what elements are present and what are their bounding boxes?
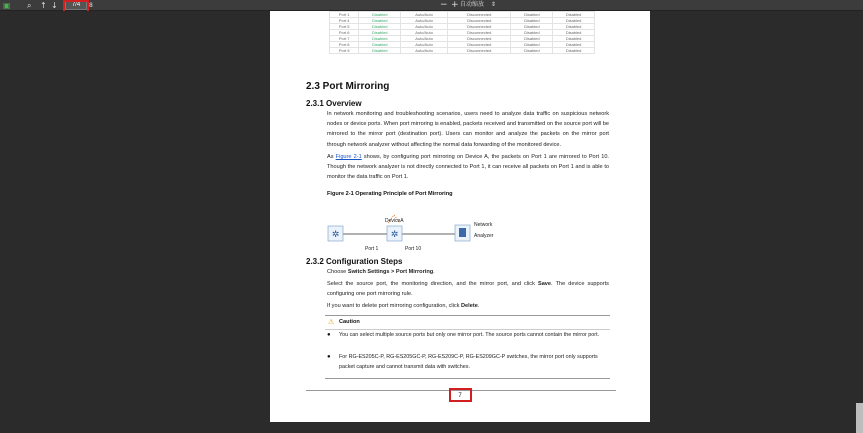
viewer-toolbar: [0, 0, 863, 11]
table-cell: Disabled: [511, 36, 553, 42]
pdf-page: [270, 11, 650, 422]
table-cell: Disconnected: [447, 24, 511, 30]
table-cell: Disconnected: [447, 36, 511, 42]
table-cell: Disabled: [359, 30, 401, 36]
previous-page-icon[interactable]: ↑: [40, 1, 47, 10]
delete-keyword: Delete: [461, 303, 478, 309]
config-p2-suffix: . The device supports configuring one port mirroring rule.: [327, 281, 609, 298]
page-number: 7: [458, 393, 462, 399]
table-cell: Disabled: [511, 42, 553, 48]
config-p2-prefix: Select the source port, the monitoring direction, and the mirror port, and click: [327, 281, 538, 287]
svg-text:✲: ✲: [390, 230, 399, 240]
caution-divider: [325, 329, 610, 330]
search-icon[interactable]: ⌕: [27, 1, 32, 10]
table-cell: Auto/Auto: [401, 48, 448, 54]
zoom-select[interactable]: 自动缩放: [460, 2, 485, 8]
config-paragraph-1: [327, 267, 609, 277]
config-p3-suffix: .: [477, 303, 480, 309]
bullet-icon: ●: [327, 332, 331, 338]
table-cell: Disabled: [553, 12, 595, 18]
table-cell: Disabled: [553, 42, 595, 48]
device-a-label: DeviceA: [385, 218, 404, 224]
figure-2-1-link[interactable]: Figure 2-1: [335, 154, 362, 160]
figure-caption: Figure 2-1 Operating Principle of Port Mirroring: [327, 191, 453, 197]
config-p3-prefix: If you want to delete port mirroring configuration, click: [327, 303, 462, 309]
table-cell: Disconnected: [447, 12, 511, 18]
table-cell: Disconnected: [447, 18, 511, 24]
table-cell: Port 4: [330, 18, 359, 24]
table-cell: Disabled: [553, 36, 595, 42]
overview-heading: 2.3.1 Overview: [306, 99, 362, 108]
zoom-in-button[interactable]: +: [451, 0, 459, 10]
port-mirroring-diagram: [325, 209, 505, 257]
caution-bullet-1: You can select multiple source ports but only one mirror port. The source ports cannot contain the mirror port.: [339, 332, 600, 338]
table-row: [330, 48, 595, 54]
overview-paragraph-1: In network monitoring and troubleshooting scenarios, users need to analyze data traffic on suspicious network nodes or device ports. When port mirroring is enabled, packets received and transmitted on the source port will be mirrored to the mirror port (destination port). Users can monitor and analyze the packets on the mirror port through network analyzer without affecting the normal data forwarding of the monitored device.: [327, 111, 610, 148]
zoom-select-caret-icon[interactable]: ⇕: [491, 2, 497, 8]
document-viewport[interactable]: [0, 11, 863, 422]
table-cell: Disabled: [359, 36, 401, 42]
table-cell: Disconnected: [447, 30, 511, 36]
zoom-out-button[interactable]: −: [440, 0, 448, 10]
table-cell: Disabled: [359, 48, 401, 54]
table-cell: Disabled: [553, 18, 595, 24]
config-paragraph-3: [327, 301, 609, 311]
port10-label: Port 10: [405, 246, 422, 252]
configuration-heading: 2.3.2 Configuration Steps: [306, 257, 403, 266]
table-cell: Auto/Auto: [401, 18, 448, 24]
table-cell: Auto/Auto: [401, 30, 448, 36]
table-cell: Disabled: [511, 24, 553, 30]
table-cell: Auto/Auto: [401, 36, 448, 42]
vertical-scrollbar[interactable]: [856, 403, 863, 433]
table-cell: Port 6: [330, 30, 359, 36]
table-cell: Disabled: [553, 30, 595, 36]
port1-label: Port 1: [365, 246, 379, 252]
table-cell: Port 1: [330, 12, 359, 18]
table-cell: Disabled: [511, 18, 553, 24]
port-status-table: [329, 11, 595, 54]
caution-bullet-2: For RG-ES205C-P, RG-ES205GC-P, RG-ES209C-P, RG-ES209GC-P switches, the mirror port only supports packet capture and cannot transmit data with switches.: [339, 354, 598, 370]
table-cell: Port 7: [330, 36, 359, 42]
table-cell: Auto/Auto: [401, 42, 448, 48]
table-cell: Disabled: [553, 24, 595, 30]
table-cell: Port 5: [330, 24, 359, 30]
analyzer-label-line2: Analyzer: [474, 233, 494, 239]
caution-box: [325, 315, 610, 379]
table-cell: Disabled: [359, 42, 401, 48]
table-cell: Port 8: [330, 42, 359, 48]
sidebar-toggle-icon[interactable]: ▣: [3, 1, 11, 10]
table-cell: Disabled: [359, 12, 401, 18]
page-number-input[interactable]: 7/4: [65, 1, 87, 10]
bullet-icon: ●: [327, 354, 331, 360]
overview-p2-suffix: shows, by configuring port mirroring on Device A, the packets on Port 1 are mirrored to Port 10. Though the network analyzer is not directly connected to Port 1, it can receive all packets on Port 1 and is able to monitor the data traffic on Port 1.: [327, 154, 609, 181]
table-cell: Disabled: [511, 12, 553, 18]
table-cell: Auto/Auto: [401, 24, 448, 30]
table-cell: Disconnected: [447, 48, 511, 54]
overview-paragraph-2: [327, 152, 609, 183]
table-cell: Disabled: [359, 24, 401, 30]
save-keyword: Save: [537, 281, 552, 287]
table-cell: Disabled: [553, 48, 595, 54]
overview-p2-prefix: As: [327, 154, 336, 160]
page-total-label: 8: [89, 2, 93, 9]
section-title: 2.3 Port Mirroring: [306, 81, 390, 92]
table-cell: Disabled: [511, 30, 553, 36]
warning-icon: ⚠: [328, 318, 335, 326]
table-cell: Disconnected: [447, 42, 511, 48]
table-cell: Port 9: [330, 48, 359, 54]
caution-title: Caution: [339, 319, 360, 325]
svg-text:✲: ✲: [331, 230, 340, 240]
menu-path-text: Switch Settings > Port Mirroring: [347, 269, 434, 275]
next-page-icon[interactable]: ↓: [51, 1, 58, 10]
analyzer-label-line1: Network: [474, 222, 493, 228]
page-number-highlight: [449, 388, 472, 402]
table-cell: Disabled: [359, 18, 401, 24]
table-cell: Auto/Auto: [401, 12, 448, 18]
table-cell: Disabled: [511, 48, 553, 54]
config-p1-suffix: .: [433, 269, 435, 275]
config-p1-prefix: Choose: [327, 269, 348, 275]
config-paragraph-2: [327, 279, 609, 299]
